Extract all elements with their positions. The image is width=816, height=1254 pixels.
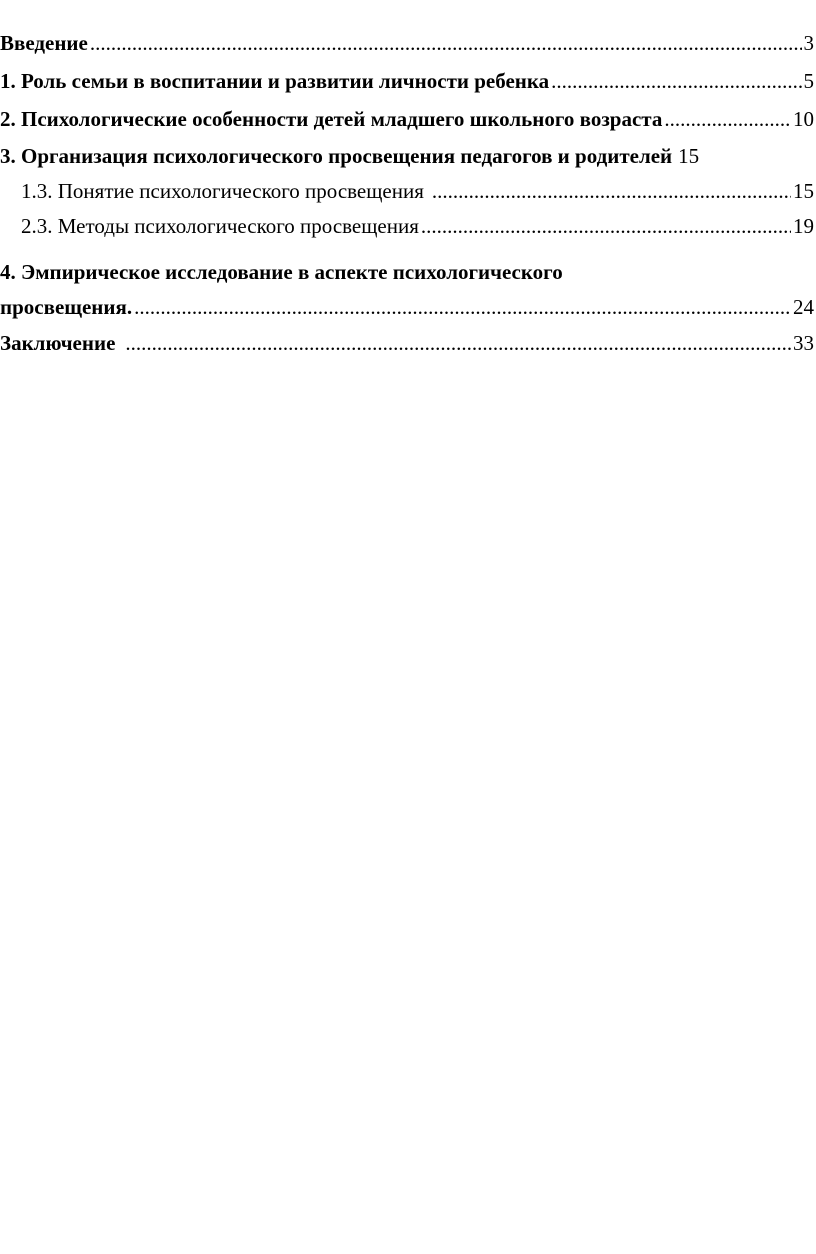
toc-entry-label: 2. Психологические особенности детей младшего школьного возраста	[0, 107, 663, 131]
toc-entry-page: 15	[793, 179, 814, 203]
toc-entry-section-2-3[interactable]	[0, 211, 816, 241]
toc-entry-section-1-3[interactable]	[0, 176, 816, 206]
toc-leader-dots	[551, 66, 801, 96]
toc-entry-label: 3. Организация психологического просвещения педагогов и родителей	[0, 144, 673, 168]
toc-leader-dots	[432, 176, 791, 206]
toc-entry-page: 33	[793, 331, 814, 355]
toc-entry-page: 3	[803, 31, 814, 55]
toc-entry-chapter-1[interactable]	[0, 66, 816, 96]
toc-entry-label: 1. Роль семьи в воспитании и развитии личности ребенка	[0, 69, 550, 93]
toc-entry-label-line2: просвещения.	[0, 295, 133, 319]
toc-leader-dots	[134, 292, 791, 322]
toc-leader-dots	[125, 328, 791, 358]
toc-entry-page: 5	[803, 69, 814, 93]
toc-entry-page: 10	[793, 107, 814, 131]
toc-leader-dots	[90, 28, 802, 58]
toc-leader-dots	[664, 104, 791, 134]
toc-entry-chapter-3[interactable]	[0, 141, 816, 171]
toc-entry-page: 15	[678, 144, 700, 168]
toc-entry-label: 1.3. Понятие психологического просвещения	[21, 179, 424, 203]
toc-entry-introduction[interactable]	[0, 28, 816, 58]
toc-entry-label: Заключение	[0, 331, 116, 355]
toc-entry-conclusion[interactable]	[0, 328, 816, 358]
toc-entry-label: Введение	[0, 31, 88, 55]
toc-entry-chapter-2[interactable]	[0, 104, 816, 134]
toc-entry-label-line1: 4. Эмпирическое исследование в аспекте психологического	[0, 260, 563, 284]
toc-entry-label: 2.3. Методы психологического просвещения	[21, 214, 419, 238]
toc-entry-page: 24	[793, 295, 814, 319]
toc-entry-line2	[0, 292, 816, 322]
toc-entry-chapter-4[interactable]	[0, 257, 816, 322]
toc-leader-dots	[421, 211, 791, 241]
toc-entry-page: 19	[793, 214, 814, 238]
table-of-contents	[0, 28, 816, 358]
